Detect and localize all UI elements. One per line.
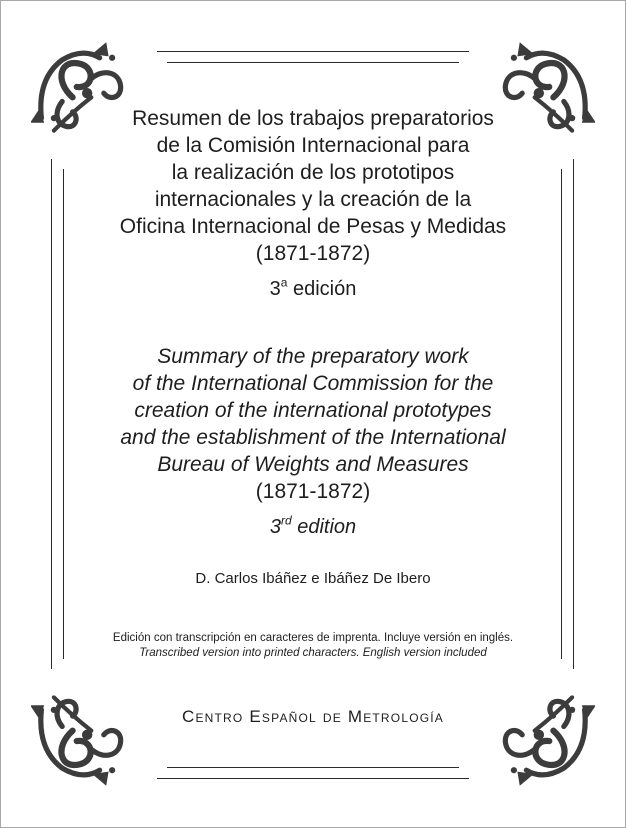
title-es-line: la realización de los prototipos <box>171 161 455 184</box>
note-spanish: Edición con transcripción en caracteres de imprenta. Incluye versión en inglés. <box>112 632 514 644</box>
flourish-icon <box>491 687 595 791</box>
note-english: Transcribed version into printed characters. English version included <box>139 647 487 659</box>
author-name: D. Carlos Ibáñez e Ibáñez De Ibero <box>195 570 431 587</box>
title-spanish <box>1 105 625 267</box>
publisher-name: Centro Español de Metrología <box>181 707 445 726</box>
title-es-line: Oficina Internacional de Pesas y Medidas <box>119 215 507 238</box>
edition-english <box>1 513 625 539</box>
edition-es-word: edición <box>292 278 357 300</box>
bottom-rule-inner <box>167 767 459 768</box>
top-rule-inner <box>167 62 459 63</box>
title-en-line: and the establishment of the International <box>120 426 506 449</box>
edition-es-suffix: a <box>280 275 288 290</box>
top-rule-outer <box>157 51 469 52</box>
title-en-line: Summary of the preparatory work <box>157 345 469 368</box>
title-en-line: Bureau of Weights and Measures <box>157 453 469 476</box>
title-es-years: (1871-1872) <box>255 242 371 265</box>
edition-en-number: 3 <box>269 516 281 538</box>
flourish-icon <box>31 687 135 791</box>
corner-ornament-bottom-right <box>491 687 595 791</box>
title-en-line: creation of the international prototypes <box>134 399 492 422</box>
title-en-years: (1871-1872) <box>255 480 371 503</box>
title-es-line: de la Comisión Internacional para <box>156 134 470 157</box>
edition-es-number: 3 <box>269 278 281 300</box>
corner-ornament-bottom-left <box>31 687 135 791</box>
transcription-note <box>1 631 625 661</box>
title-es-line: internacionales y la creación de la <box>154 188 472 211</box>
bottom-rule-outer <box>157 778 469 779</box>
edition-en-word: edition <box>297 516 357 538</box>
edition-spanish <box>1 275 625 301</box>
title-english <box>1 343 625 505</box>
edition-en-suffix: rd <box>280 513 292 528</box>
title-es-line: Resumen de los trabajos preparatorios <box>132 107 494 130</box>
title-en-line: of the International Commission for the <box>132 372 494 395</box>
